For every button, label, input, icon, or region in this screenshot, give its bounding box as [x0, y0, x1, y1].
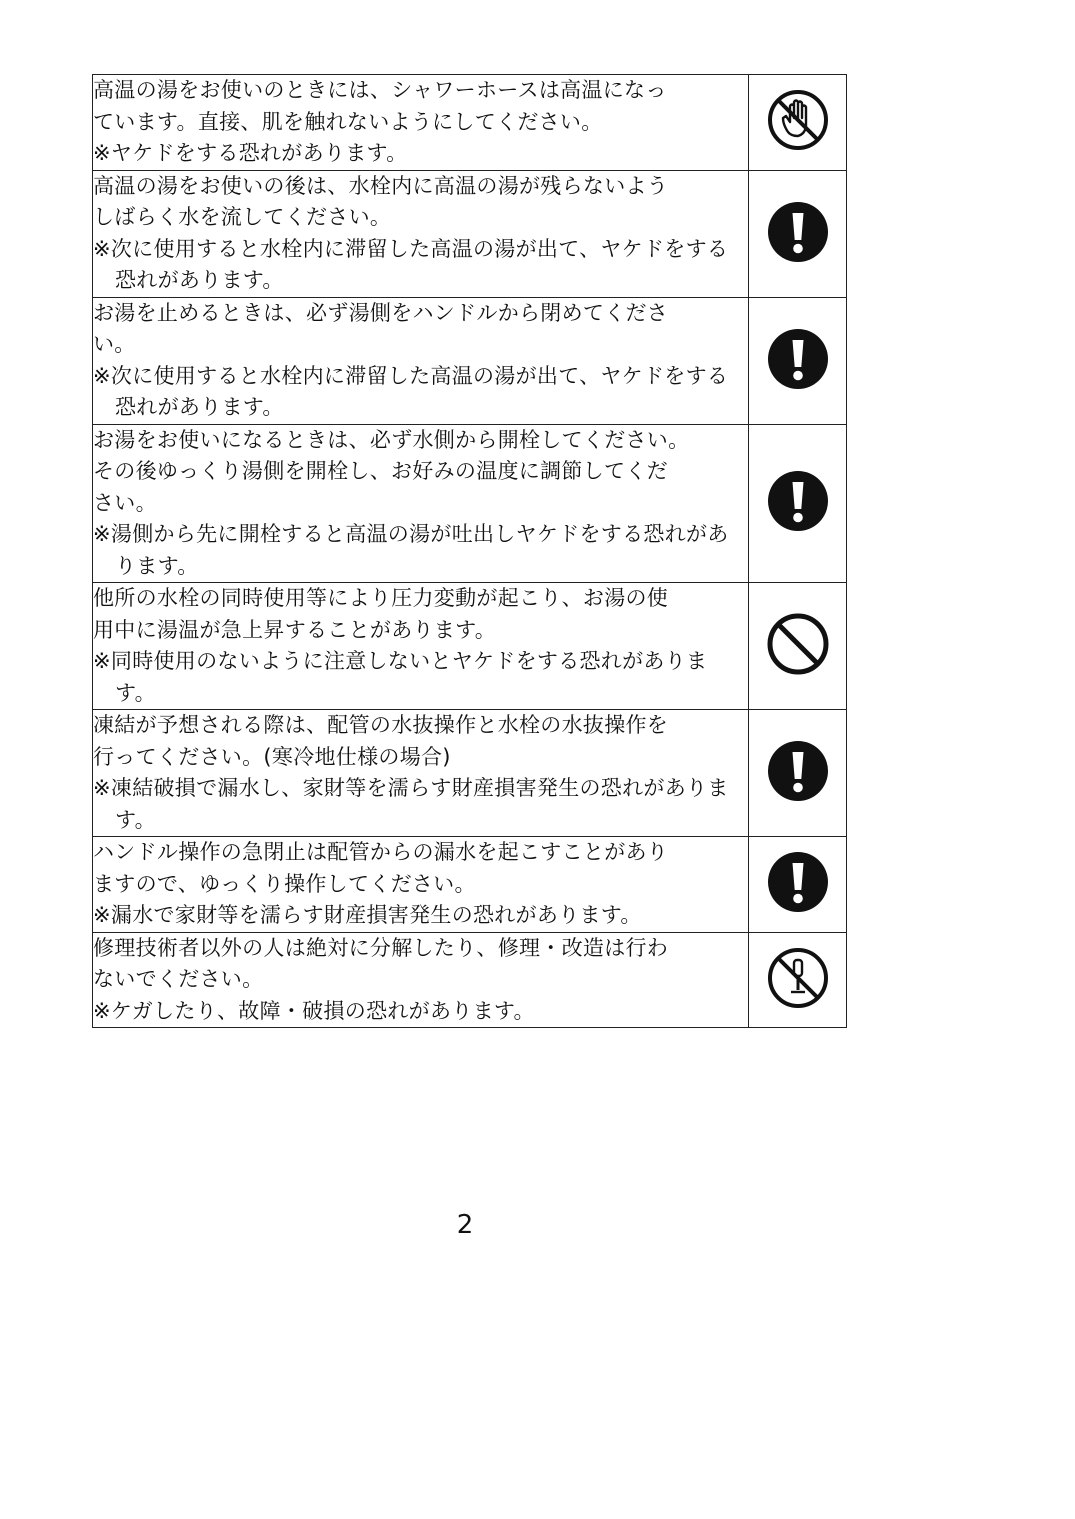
warning-text-cell: [93, 837, 749, 933]
warning-text-cell: [93, 932, 749, 1028]
warning-text-line: お湯をお使いになるときは、必ず水側から開栓してください。: [93, 427, 690, 452]
warning-row: [93, 710, 847, 837]
warning-text-line: 用中に湯温が急上昇することがあります。: [93, 617, 497, 642]
warning-text-cell: [93, 424, 749, 583]
page-number: 2: [456, 1210, 474, 1240]
warning-text-line: 高温の湯をお使いの後は、水栓内に高温の湯が残らないよう: [93, 173, 669, 198]
warning-icon-cell: [749, 710, 847, 837]
warning-text-cell: [93, 710, 749, 837]
warning-note: ※ケガしたり、故障・破損の恐れがあります。: [93, 998, 535, 1023]
warning-text-line: 高温の湯をお使いのときには、シャワーホースは高温になっ: [93, 78, 667, 102]
mandatory-icon: [766, 850, 830, 914]
warning-note: ※同時使用のないように注意しないとヤケドをする恐れがあります。: [93, 649, 708, 705]
warning-icon-cell: [749, 583, 847, 710]
warning-text-line: 修理技術者以外の人は絶対に分解したり、修理・改造は行わ: [93, 935, 669, 960]
warning-text-cell: [93, 170, 749, 297]
warning-note: ※次に使用すると水栓内に滞留した高温の湯が出て、ヤケドをする恐れがあります。: [93, 236, 729, 292]
warning-note: ※漏水で家財等を濡らす財産損害発生の恐れがあります。: [93, 903, 642, 927]
mandatory-icon: [766, 200, 830, 264]
warning-text-cell: [93, 297, 749, 424]
safety-warning-table: [92, 74, 847, 1028]
warning-text-line: お湯を止めるときは、必ず湯側をハンドルから閉めてくださ: [93, 300, 669, 325]
warning-text-line: 他所の水栓の同時使用等により圧力変動が起こり、お湯の使: [93, 586, 669, 610]
prohibition-icon: [766, 612, 830, 676]
warning-row: [93, 75, 847, 171]
no-touch-icon: [766, 88, 830, 152]
warning-note: ※ヤケドをする恐れがあります。: [93, 141, 408, 165]
warning-text-line: ないでください。: [93, 967, 264, 991]
warning-text-line: 凍結が予想される際は、配管の水抜操作と水栓の水抜操作を: [93, 713, 669, 737]
warning-icon-cell: [749, 932, 847, 1028]
warning-text-cell: [93, 583, 749, 710]
warning-icon-cell: [749, 75, 847, 171]
warning-text-line: 行ってください。(寒冷地仕様の場合): [93, 744, 451, 769]
warning-text-line: しばらく水を流してください。: [93, 205, 392, 229]
warning-row: [93, 424, 847, 583]
warning-row: [93, 932, 847, 1028]
warning-text-line: ハンドル操作の急閉止は配管からの漏水を起こすことがあり: [93, 840, 669, 864]
mandatory-icon: [766, 469, 830, 533]
warning-text-line: さい。: [93, 490, 157, 515]
warning-text-line: ています。直接、肌を触れないようにしてください。: [93, 109, 603, 134]
warning-icon-cell: [749, 837, 847, 933]
warning-text-line: い。: [93, 332, 136, 356]
warning-row: [93, 583, 847, 710]
warning-icon-cell: [749, 170, 847, 297]
warning-row: [93, 170, 847, 297]
warning-text-line: ますので、ゆっくり操作してください。: [93, 871, 476, 896]
mandatory-icon: [766, 327, 830, 391]
warning-icon-cell: [749, 424, 847, 583]
warning-text-line: その後ゆっくり湯側を開栓し、お好みの温度に調節してくだ: [93, 459, 668, 483]
warning-note: ※湯側から先に開栓すると高温の湯が吐出しヤケドをする恐れがあります。: [93, 522, 729, 578]
warning-note: ※次に使用すると水栓内に滞留した高温の湯が出て、ヤケドをする恐れがあります。: [93, 363, 729, 419]
warning-row: [93, 837, 847, 933]
no-disassembly-icon: [766, 946, 830, 1010]
warning-row: [93, 297, 847, 424]
warning-note: ※凍結破損で漏水し、家財等を濡らす財産損害発生の恐れがあります。: [93, 776, 729, 832]
mandatory-icon: [766, 739, 830, 803]
warning-icon-cell: [749, 297, 847, 424]
warning-text-cell: [93, 75, 749, 171]
